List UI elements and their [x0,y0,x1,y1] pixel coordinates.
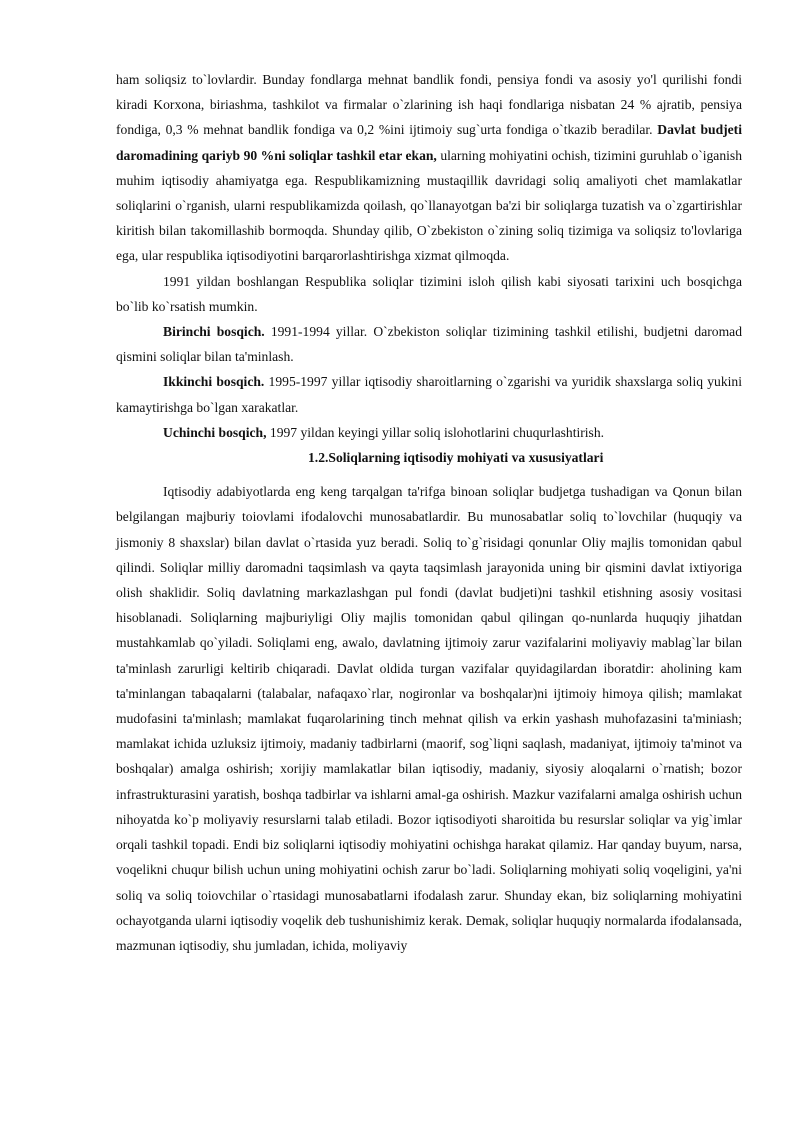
document-page [116,67,742,958]
paragraph-funds-text-cont: ularning mohiyatini ochish, tizimini guruhlab o`iganish muhim iqtisodiy ahamiyatga ega. Respublikamizning mustaqillik davridagi soliq amaliyoti chet mamlakatlar soliqlarini o`rganish, ularni respublikamizda qoilash, qo`llanayotgan ba'zi bir soliqlarga tuzatish va o`zgartirishlar kiritish bilan takomillashib bormoqda. Shunday qilib, O`zbekiston o`zining soliq tizimiga va soliqsiz to'lovlariga ega, ular respublika iqtisodiyotini barqarorlashtirishga xizmat qilmoqda. [116,147,743,264]
stage-label-3: Uchinchi bosqich, [163,424,267,440]
bold-budget-statement: Davlat budjeti daromadining qariyb 90 %ni soliqlar tashkil etar ekan, [116,122,742,163]
stage-item-1 [116,319,742,369]
stage-item-3 [116,420,742,445]
paragraph-funds-text: ham soliqsiz to`lovlardir. Bunday fondlarga mehnat bandlik fondi, pensiya fondi va asosiy yo'l qurilishi fondi kiradi Korxona, biriashma, tashkilot va firmalar o`zlarining ish haqi fondlariga nisbatan 24 % ajratib, pensiya fondiga, 0,3 % mehnat bandlik fondiga va 0,2 %ini ijtimoiy sug`urta fondiga o`tkazib beradilar. [116,72,742,138]
stage-label-2: Ikkinchi bosqich. [163,374,265,390]
stage-text-1: 1991-1994 yillar. O`zbekiston soliqlar tizimining tashkil etilishi, budjetni daromad qismini soliqlar bilan ta'minlash. [116,324,742,365]
paragraph-tax-essence: Iqtisodiy adabiyotlarda eng keng tarqalgan ta'rifga binoan soliqlar budjetga tushadigan va Qonun bilan belgilangan majburiy toiovlami ifodalovchi munosabatlardir. Bu munosabatlar soliq to`lovchilar (huquqiy va jismoniy 8 shaxslar) bilan davlat o`rtasida yuz beradi. Soliq to`g`risidagi qonunlar Oliy majlis tomonidan qabul qilindi. Soliqlar milliy daromadni taqsimlash va qayta taqsimlash jarayonida uning bir qismini davlat ixtiyoriga olish shaklidir. Soliq davlatning markazlashgan pul fondi (davlat budjeti)ni tashkil etishning asosiy vositasi hisoblanadi. Soliqlarning majburiyligi Oliy majlis tomonidan qabul qilingan qo-nunlarda huquqiy jihatdan mustahkamlab qo`yiladi. Soliqlami eng, awalo, davlatning ijtimoiy zarur vazifalarini moliyaviy mablag`lar bilan ta'minlash zarurligi keltirib chiqaradi. Davlat oldida turgan vazifalar quyidagilardan iboratdir: aholining kam ta'minlangan tabaqalarni (talabalar, nafaqaxo`rlar, nogironlar va boshqalar)ni ijtimoiy himoya qilish; mamlakat mudofasini ta'minlash; mamlakat fuqarolarining tinch mehnat qilish va erkin yashash muhofazasini ta'miniash; mamlakat ichida uzluksiz ijtimoiy, madaniy tadbirlarni (maorif, sog`liqni saqlash, madaniyat, ijtimoiy ta'minot va boshqalar) amalga oshirish; xorijiy mamlakatlar bilan iqtisodiy, madaniy, siyosiy aloqalarni o`rnatish; bozor infrastrukturasini yaratish, boshqa tadbirlar va ishlarni amal-ga oshirish. Mazkur vazifalarni amalga oshirish uchun nihoyatda ko`p moliyaviy resurslarni talab etiladi. Bozor iqtisodiyoti sharoitida bu resurslar soliqlar va yig`imlar orqali tashkil topadi. Endi biz soliqlarni iqtisodiy mohiyatini ochishga harakat qilamiz. Har qanday buyum, narsa, voqelikni chuqur bilish uchun uning mohiyatini ochish zarur bo`ladi. Soliqlarning mohiyati soliq voqeligini, ya'ni soliq va soliq toiovchilar o`rtasidagi munosabatlarni ifodalash zarur. Shunday ekan, biz soliqlarning mohiyatini ochayotganda ularni iqtisodiy voqelik deb tushunishimiz kerak. Demak, soliqlar huquqiy normalarda ifodalansada, mazmunan iqtisodiy, shu jumladan, ichida, moliyaviy [116,484,742,953]
paragraph-reform-stages-intro: 1991 yildan boshlangan Respublika soliqlar tizimini isloh qilish kabi siyosati tarixini uch bosqichga bo`lib ko`rsatish mumkin. [116,273,742,314]
paragraph-funds [116,67,742,269]
stage-text-3: 1997 yildan keyingi yillar soliq islohotlarini chuqurlashtirish. [266,424,605,440]
stage-item-2 [116,369,742,419]
section-heading: 1.2.Soliqlarning iqtisodiy mohiyati va xususiyatlari [308,450,604,466]
stage-text-2: 1995-1997 yillar iqtisodiy sharoitlarning o`zgarishi va yuridik shaxslarga soliq yukini kamaytirishga bo`lgan xarakatlar. [116,374,742,415]
stage-label-1: Birinchi bosqich. [163,324,265,340]
